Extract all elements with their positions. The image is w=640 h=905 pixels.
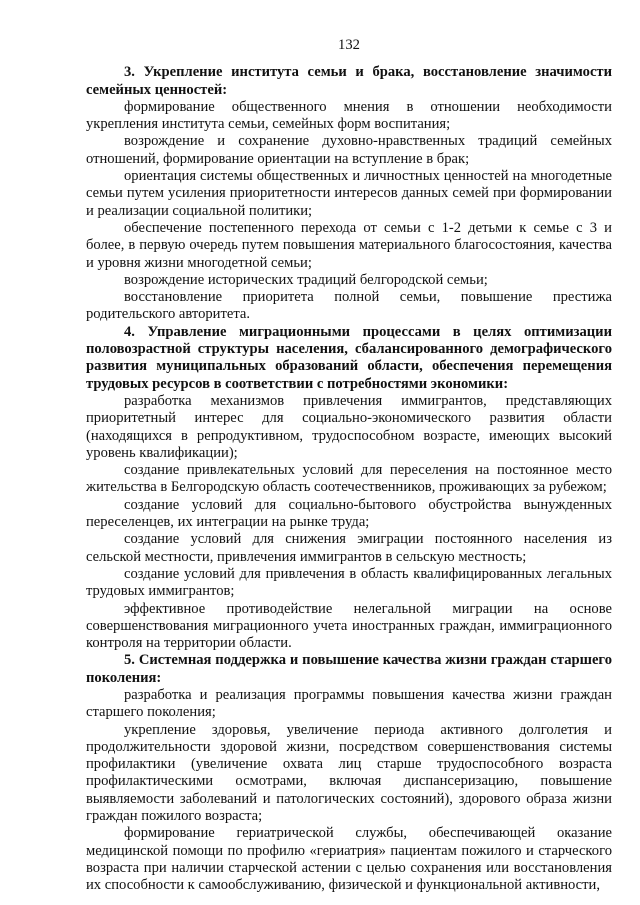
list-item: возрождение исторических традиций белгородской семьи; <box>124 271 488 288</box>
page-number: 132 <box>338 37 360 53</box>
section-heading: 5. Системная поддержка и повышение качества жизни граждан старшего поколения: <box>86 652 612 686</box>
list-item: ориентация системы общественных и личностных ценностей на многодетные семьи путем усиления приоритетности интересов данных семей при формировании и реализации социальной политики; <box>86 168 612 219</box>
list-item: разработка и реализация программы повышения качества жизни граждан старшего поколения; <box>86 686 612 721</box>
list-item: разработка механизмов привлечения иммигрантов, представляющих приоритетный интерес для социально-экономического развития области (находящихся в репродуктивном, трудоспособном возрасте, имеющих высокий уровень квалификации); <box>86 392 612 461</box>
section-migration <box>86 324 612 653</box>
section-heading: 3. Укрепление института семьи и брака, восстановление значимости семейных ценностей: <box>86 64 612 98</box>
list-item: восстановление приоритета полной семьи, повышение престижа родительского авторитета. <box>86 289 612 323</box>
section-family <box>86 64 612 323</box>
list-item: создание привлекательных условий для переселения на постоянное место жительства в Белгородскую область соотечественников, проживающих за рубежом; <box>86 462 612 496</box>
list-item: возрождение и сохранение духовно-нравственных традиций семейных отношений, формирование ориентации на вступление в брак; <box>86 133 612 167</box>
list-item: укрепление здоровья, увеличение периода активного долголетия и продолжительности здоровой жизни, посредством совершенствования системы профилактики (увеличение охвата лиц старше трудоспособного возраста профилактическими осмотрами, включая диспансеризацию, повышение выявляемости заболеваний и патологических состояний), здорового образа жизни граждан пожилого возраста; <box>86 721 612 825</box>
list-item: формирование общественного мнения в отношении необходимости укрепления института семьи, семейных форм воспитания; <box>86 98 612 133</box>
list-item: формирование гериатрической службы, обеспечивающей оказание медицинской помощи по профилю «гериатрия» пациентам пожилого и старческого возраста при наличии старческой астении с целью сохранения или восстановления их способности к самообслуживанию, физической и функциональной активности, <box>86 825 612 894</box>
list-item: создание условий для социально-бытового обустройства вынужденных переселенцев, их интеграции на рынке труда; <box>86 496 612 531</box>
section-older-generation <box>86 652 612 894</box>
section-heading: 4. Управление миграционными процессами в целях оптимизации половозрастной структуры населения, сбалансированного демографического развития муниципальных образований области, обеспечения перемещения трудовых ресурсов в соответствии с потребностями экономики: <box>86 323 612 392</box>
list-item: обеспечение постепенного перехода от семьи с 1-2 детьми к семье с 3 и более, в первую очередь путем повышения материального благосостояния, качества и уровня жизни многодетной семьи; <box>86 219 612 271</box>
document-page <box>86 0 612 895</box>
list-item: создание условий для снижения эмиграции постоянного населения из сельской местности, привлечения иммигрантов в сельскую местность; <box>86 531 612 565</box>
list-item: создание условий для привлечения в область квалифицированных легальных трудовых иммигрантов; <box>86 565 612 600</box>
list-item: эффективное противодействие нелегальной миграции на основе совершенствования миграционного учета иностранных граждан, иммиграционного контроля на территории области. <box>86 600 612 652</box>
